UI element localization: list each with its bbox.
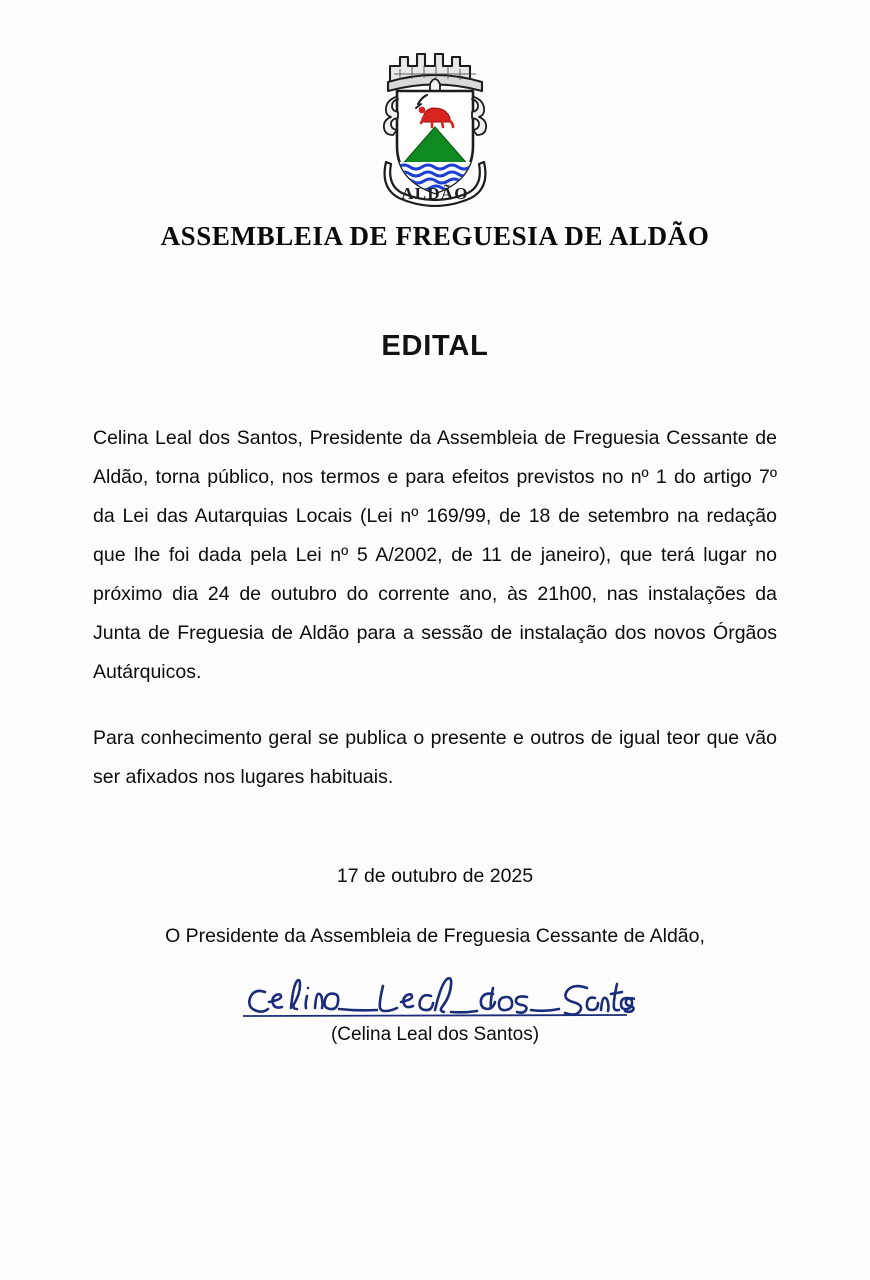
coat-of-arms-container bbox=[0, 0, 870, 207]
body-paragraph-1: Celina Leal dos Santos, Presidente da Assembleia de Freguesia Cessante de Aldão, torna público, nos termos e para efeitos previstos no nº 1 do artigo 7º da Lei das Autarquias Locais (Lei nº 169/99, de 18 de setembro na redação que lhe foi dada pela Lei nº 5 A/2002, de 11 de janeiro), que terá lugar no próximo dia 24 de outubro do corrente ano, às 21h00, nas instalações da Junta de Freguesia de Aldão para a sessão de instalação dos novos Órgãos Autárquicos. bbox=[93, 427, 777, 683]
signer-role: O Presidente da Assembleia de Freguesia Cessante de Aldão, bbox=[165, 925, 705, 947]
document-body bbox=[93, 419, 777, 1046]
signature-area bbox=[235, 970, 635, 1028]
crest-banner-text: ALDÃO bbox=[401, 184, 469, 203]
handwritten-signature-icon bbox=[235, 970, 635, 1028]
document-date: 17 de outubro de 2025 bbox=[336, 865, 534, 887]
body-paragraph-2: Para conhecimento geral se publica o presente e outros de igual teor que vão ser afixados nos lugares habituais. bbox=[93, 727, 777, 788]
page-title: EDITAL bbox=[381, 330, 489, 362]
signature-underline bbox=[243, 1015, 627, 1016]
signature-block bbox=[93, 970, 777, 1046]
shield-icon bbox=[397, 91, 473, 194]
signer-name-printed: (Celina Leal dos Santos) bbox=[330, 1024, 540, 1045]
organization-title: ASSEMBLEIA DE FREGUESIA DE ALDÃO bbox=[160, 221, 710, 251]
mural-crown-icon bbox=[388, 54, 482, 92]
coat-of-arms-icon bbox=[360, 22, 510, 207]
